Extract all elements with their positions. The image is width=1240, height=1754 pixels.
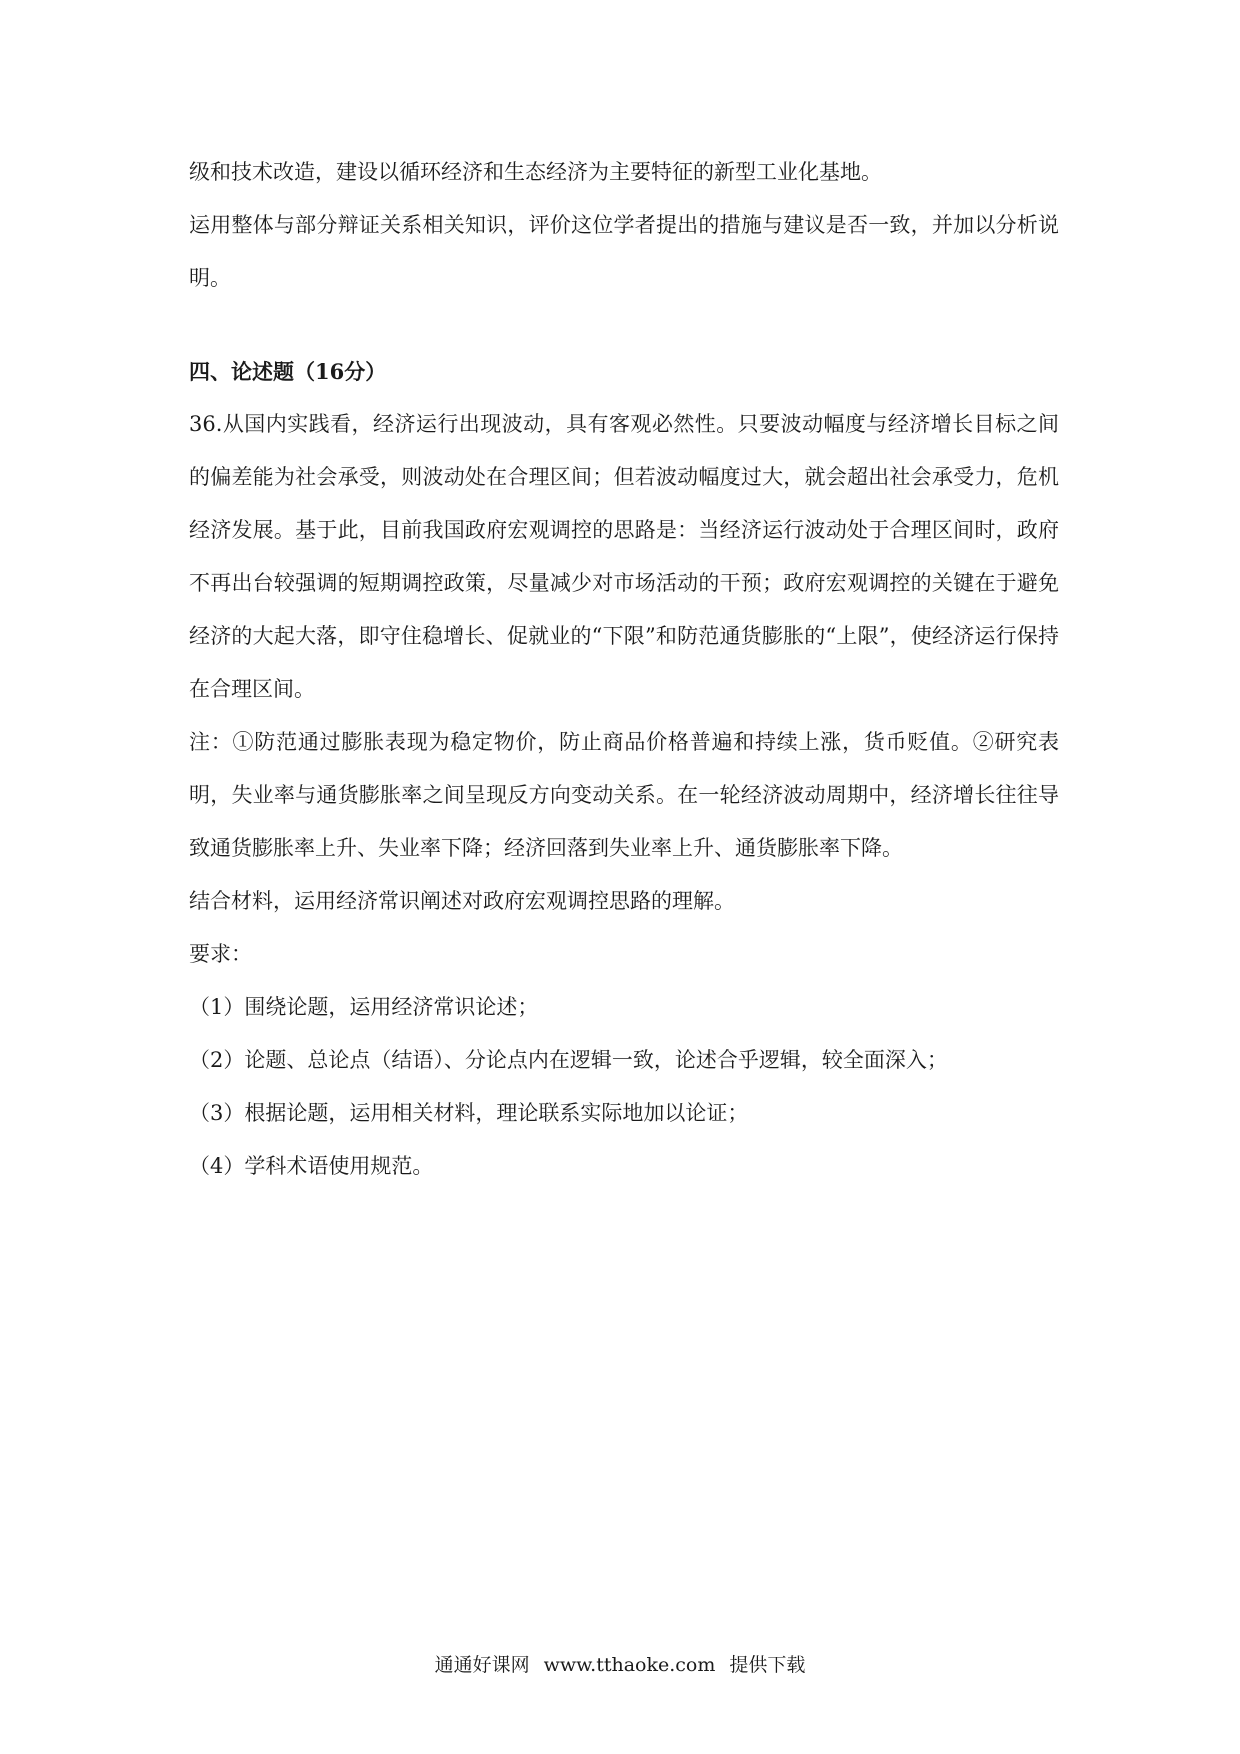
requirement-item: （3）根据论题，运用相关材料，理论联系实际地加以论证； bbox=[189, 1101, 749, 1125]
note-text: 注：①防范通过膨胀表现为稳定物价，防止商品价格普遍和持续上涨，货币贬值。②研究表明，失业率与通货膨胀率之间呈现反方向变动关系。在一轮经济波动周期中，经济增长往往导致通货膨胀率上升、失业率下降；经济回落到失业率上升、通货膨胀率下降。 bbox=[189, 730, 1059, 860]
footer-url[interactable]: www.tthaoke.com bbox=[543, 1654, 716, 1676]
requirements-label: 要求： bbox=[189, 942, 252, 966]
requirement-item: （4）学科术语使用规范。 bbox=[189, 1154, 434, 1178]
document-body bbox=[189, 146, 1059, 1193]
footer-tagline: 提供下载 bbox=[729, 1654, 806, 1676]
task-text: 结合材料，运用经济常识阐述对政府宏观调控思路的理解。 bbox=[189, 889, 735, 913]
page-footer bbox=[0, 1650, 1240, 1677]
paragraph-continuation: 级和技术改造，建设以循环经济和生态经济为主要特征的新型工业化基地。 bbox=[189, 160, 882, 184]
paragraph-question-prompt: 运用整体与部分辩证关系相关知识，评价这位学者提出的措施与建议是否一致，并加以分析说明。 bbox=[189, 213, 1059, 290]
section-heading: 四、论述题（16分） bbox=[189, 359, 387, 384]
requirement-item: （1）围绕论题，运用经济常识论述； bbox=[189, 995, 539, 1019]
question-36-text: 36.从国内实践看，经济运行出现波动，具有客观必然性。只要波动幅度与经济增长目标之间的偏差能为社会承受，则波动处在合理区间；但若波动幅度过大，就会超出社会承受力，危机经济发展。基于此，目前我国政府宏观调控的思路是：当经济运行波动处于合理区间时，政府不再出台较强调的短期调控政策，尽量减少对市场活动的干预；政府宏观调控的关键在于避免经济的大起大落，即守住稳增长、促就业的“下限”和防范通货膨胀的“上限”，使经济运行保持在合理区间。 bbox=[189, 412, 1059, 701]
footer-site-name: 通通好课网 bbox=[434, 1654, 530, 1676]
requirement-item: （2）论题、总论点（结语）、分论点内在逻辑一致，论述合乎逻辑，较全面深入； bbox=[189, 1048, 948, 1072]
